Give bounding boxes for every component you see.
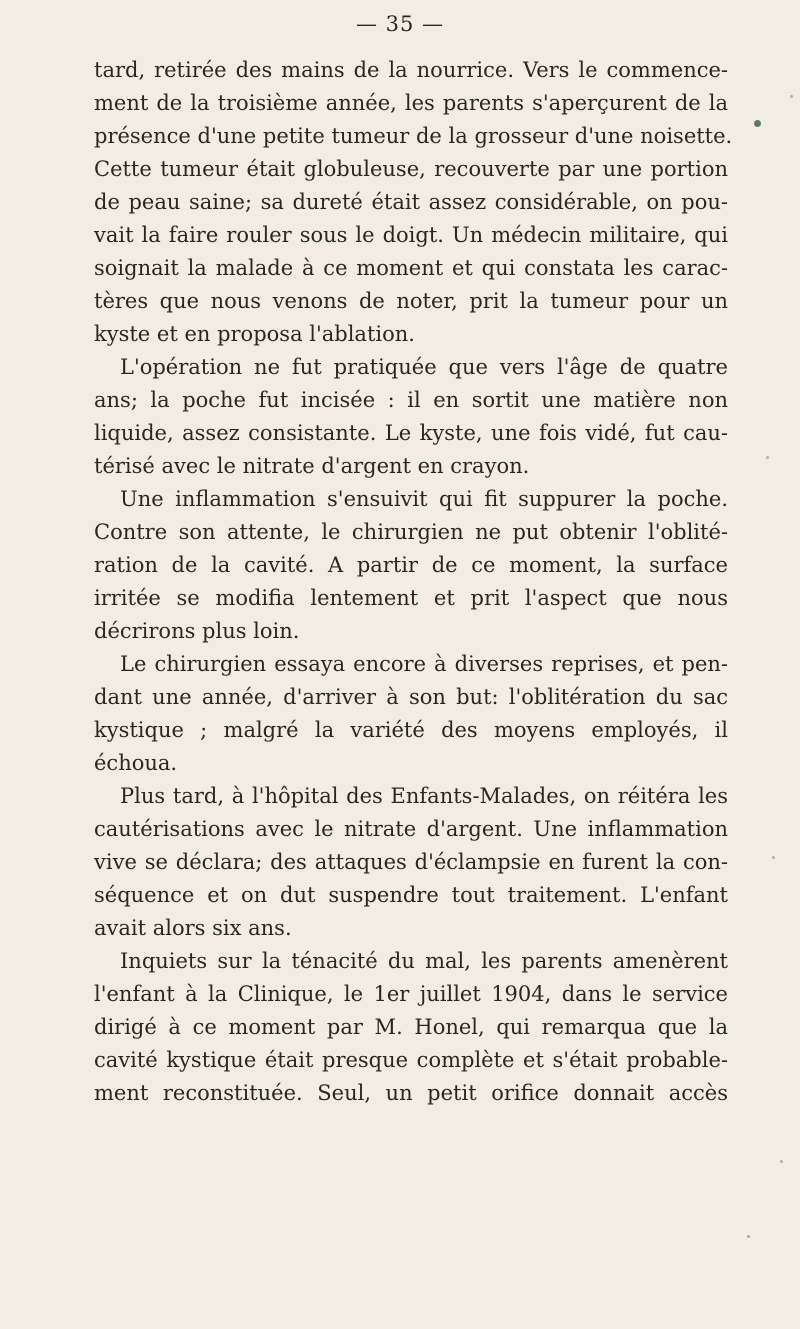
text-line: liquide, assez consistante. Le kyste, une fois vidé, fut cau- (94, 421, 728, 445)
text-line: Inquiets sur la ténacité du mal, les parents amenèrent (120, 949, 728, 973)
text-line: irritée se modifia lentement et prit l'aspect que nous (94, 586, 728, 610)
paper-speck (780, 1160, 783, 1163)
text-line: ration de la cavité. A partir de ce moment, la surface (94, 553, 728, 577)
text-line: l'enfant à la Clinique, le 1er juillet 1904, dans le service (94, 982, 728, 1006)
paper-speck (772, 856, 775, 859)
body-text (94, 54, 733, 1110)
text-line: tères que nous venons de noter, prit la tumeur pour un (94, 289, 728, 313)
paragraph-1 (94, 54, 733, 351)
text-line: soignait la malade à ce moment et qui constata les carac- (94, 256, 728, 280)
text-line: L'opération ne fut pratiquée que vers l'âge de quatre (120, 355, 728, 379)
text-line: dant une année, d'arriver à son but: l'oblitération du sac (94, 685, 728, 709)
text-line: ans; la poche fut incisée : il en sortit une matière non (94, 388, 728, 412)
text-line: dirigé à ce moment par M. Honel, qui remarqua que la (94, 1015, 728, 1039)
text-line: séquence et on dut suspendre tout traitement. L'enfant (94, 883, 728, 907)
text-line: Une inflammation s'ensuivit qui fit suppurer la poche. (120, 487, 728, 511)
paragraph-6 (94, 945, 728, 1110)
text-line: ment de la troisième année, les parents s'aperçurent de la (94, 91, 728, 115)
text-line: échoua. (94, 751, 178, 775)
paper-speck (747, 1235, 750, 1238)
page-number: — 35 — (355, 12, 445, 36)
margin-mark (754, 120, 761, 127)
paper-speck (766, 456, 769, 459)
text-line: vive se déclara; des attaques d'éclampsie en furent la con- (94, 850, 728, 874)
paper-speck (790, 95, 793, 98)
text-line: avait alors six ans. (94, 916, 292, 940)
paragraph-5 (94, 780, 728, 945)
text-line: ment reconstituée. Seul, un petit orifice donnait accès (94, 1081, 728, 1105)
text-line: cautérisations avec le nitrate d'argent. Une inflammation (94, 817, 728, 841)
text-line: kyste et en proposa l'ablation. (94, 322, 415, 346)
text-line: tard, retirée des mains de la nourrice. Vers le commence- (94, 58, 728, 82)
text-line: vait la faire rouler sous le doigt. Un médecin militaire, qui (94, 223, 728, 247)
text-line: Contre son attente, le chirurgien ne put obtenir l'oblité- (94, 520, 728, 544)
paragraph-4 (94, 648, 728, 780)
paragraph-3 (94, 483, 728, 648)
text-line: décrirons plus loin. (94, 619, 300, 643)
text-line: kystique ; malgré la variété des moyens employés, il (94, 718, 728, 742)
text-line: cavité kystique était presque complète et s'était probable- (94, 1048, 728, 1072)
paragraph-2 (94, 351, 728, 483)
text-line: Cette tumeur était globuleuse, recouverte par une portion (94, 157, 728, 181)
text-line: térisé avec le nitrate d'argent en crayon. (94, 454, 530, 478)
text-line: Plus tard, à l'hôpital des Enfants-Malades, on réitéra les (120, 784, 728, 808)
text-line: Le chirurgien essaya encore à diverses reprises, et pen- (120, 652, 728, 676)
text-line: de peau saine; sa dureté était assez considérable, on pou- (94, 190, 728, 214)
text-line: présence d'une petite tumeur de la grosseur d'une noisette. (94, 124, 733, 148)
